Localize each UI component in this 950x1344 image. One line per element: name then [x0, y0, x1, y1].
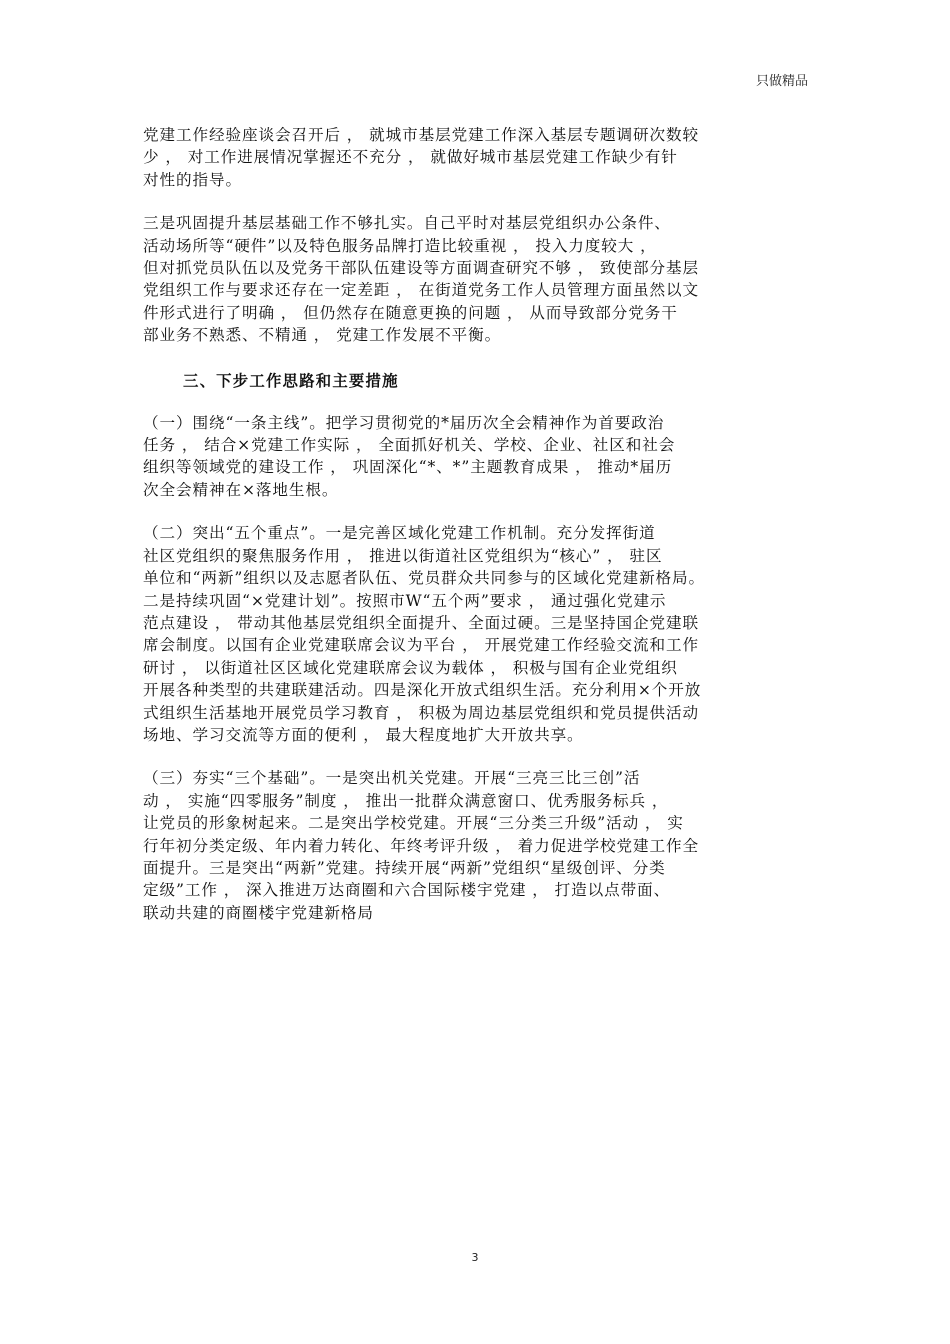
paragraph-gap — [143, 501, 808, 522]
text-line: 定级”工作 ， 深入推进万达商圈和六合国际楼宇党建 ， 打造以点带面、 — [143, 881, 671, 900]
text-line: 行年初分类定级、年内着力转化、年终考评升级 ， 着力促进学校党建工作全 — [143, 836, 700, 855]
text-line: 党建工作经验座谈会召开后 ， 就城市基层党建工作深入基层专题调研次数较 — [143, 126, 700, 144]
text-line: 党组织工作与要求还存在一定差距 ， 在街道党务工作人员管理方面虽然以文 — [143, 281, 700, 300]
section-heading: 三、下步工作思路和主要措施 — [183, 371, 399, 390]
text-line: 次全会精神在×落地生根。 — [143, 480, 339, 499]
text-line: 场地、学习交流等方面的便利 ， 最大程度地扩大开放共享。 — [143, 725, 584, 744]
text-line: 研讨 ， 以街道社区区域化党建联席会议为载体 ， 积极与国有企业党组织 — [143, 658, 678, 677]
text-line: 让党员的形象树起来。二是突出学校党建。开展“三分类三升级”活动 ， 实 — [143, 814, 684, 833]
paragraph-gap — [143, 347, 808, 370]
paragraph-gap — [143, 392, 808, 412]
text-line: 二是持续巩固“×党建计划”。按照市W“五个两”要求 ， 通过强化党建示 — [143, 591, 667, 610]
text-line: 席会制度。以国有企业党建联席会议为平台 ， 开展党建工作经验交流和工作 — [143, 636, 700, 655]
text-line: 面提升。三是突出“两新”党建。持续开展“两新”党组织“星级创评、分类 — [143, 858, 666, 877]
paragraph-gap — [143, 191, 808, 212]
text-line: 少 ， 对工作进展情况掌握还不充分 ， 就做好城市基层党建工作缺少有针 — [143, 148, 678, 167]
text-line: （一）围绕“一条主线”。把学习贯彻党的*届历次全会精神作为首要政治 — [143, 413, 665, 432]
header-mark: 只做精品 — [755, 74, 808, 89]
text-line: 三是巩固提升基层基础工作不够扎实。自己平时对基层党组织办公条件、 — [143, 214, 671, 233]
text-line: 式组织生活基地开展党员学习教育 ， 积极为周边基层党组织和党员提供活动 — [143, 703, 700, 722]
text-line: 部业务不熟悉、不精通 ， 党建工作发展不平衡。 — [143, 326, 502, 345]
text-line: 社区党组织的聚焦服务作用 ， 推进以街道社区党组织为“核心” ， 驻区 — [143, 546, 663, 565]
text-line: 联动共建的商圈楼宇党建新格局 — [143, 903, 374, 922]
page-number: 3 — [471, 1251, 479, 1264]
text-line: 件形式进行了明确 ， 但仍然存在随意更换的问题 ， 从而导致部分党务干 — [143, 303, 678, 322]
text-line: 开展各种类型的共建联建活动。四是深化开放式组织生活。充分利用×个开放 — [143, 681, 702, 700]
text-line: 范点建设 ， 带动其他基层党组织全面提升、全面过硬。三是坚持国企党建联 — [143, 613, 700, 632]
paragraph-5 — [143, 767, 808, 924]
paragraph-2 — [143, 212, 808, 346]
text-line: 任务 ， 结合×党建工作实际 ， 全面抓好机关、学校、企业、社区和社会 — [143, 436, 676, 455]
paragraph-gap — [143, 746, 808, 767]
text-line: 但对抓党员队伍以及党务干部队伍建设等方面调查研究不够 ， 致使部分基层 — [143, 259, 700, 278]
paragraph-1 — [143, 124, 808, 191]
paragraph-4 — [143, 522, 808, 746]
text-line: 活动场所等“硬件”以及特色服务品牌打造比较重视 ， 投入力度较大 ， — [143, 236, 657, 255]
text-line: （三）夯实“三个基础”。一是突出机关党建。开展“三亮三比三创”活 — [143, 769, 641, 788]
text-line: （二）突出“五个重点”。一是完善区域化党建工作机制。充分发挥街道 — [143, 524, 656, 543]
paragraph-3 — [143, 412, 808, 502]
document-body — [143, 124, 808, 924]
text-line: 单位和“两新”组织以及志愿者队伍、党员群众共同参与的区域化党建新格局。 — [143, 569, 706, 588]
text-line: 动 ， 实施“四零服务”制度 ， 推出一批群众满意窗口、优秀服务标兵 ， — [143, 791, 669, 810]
text-line: 对性的指导。 — [143, 170, 242, 189]
text-line: 组织等领域党的建设工作 ， 巩固深化“*、*”主题教育成果 ， 推动*届历 — [143, 458, 673, 477]
